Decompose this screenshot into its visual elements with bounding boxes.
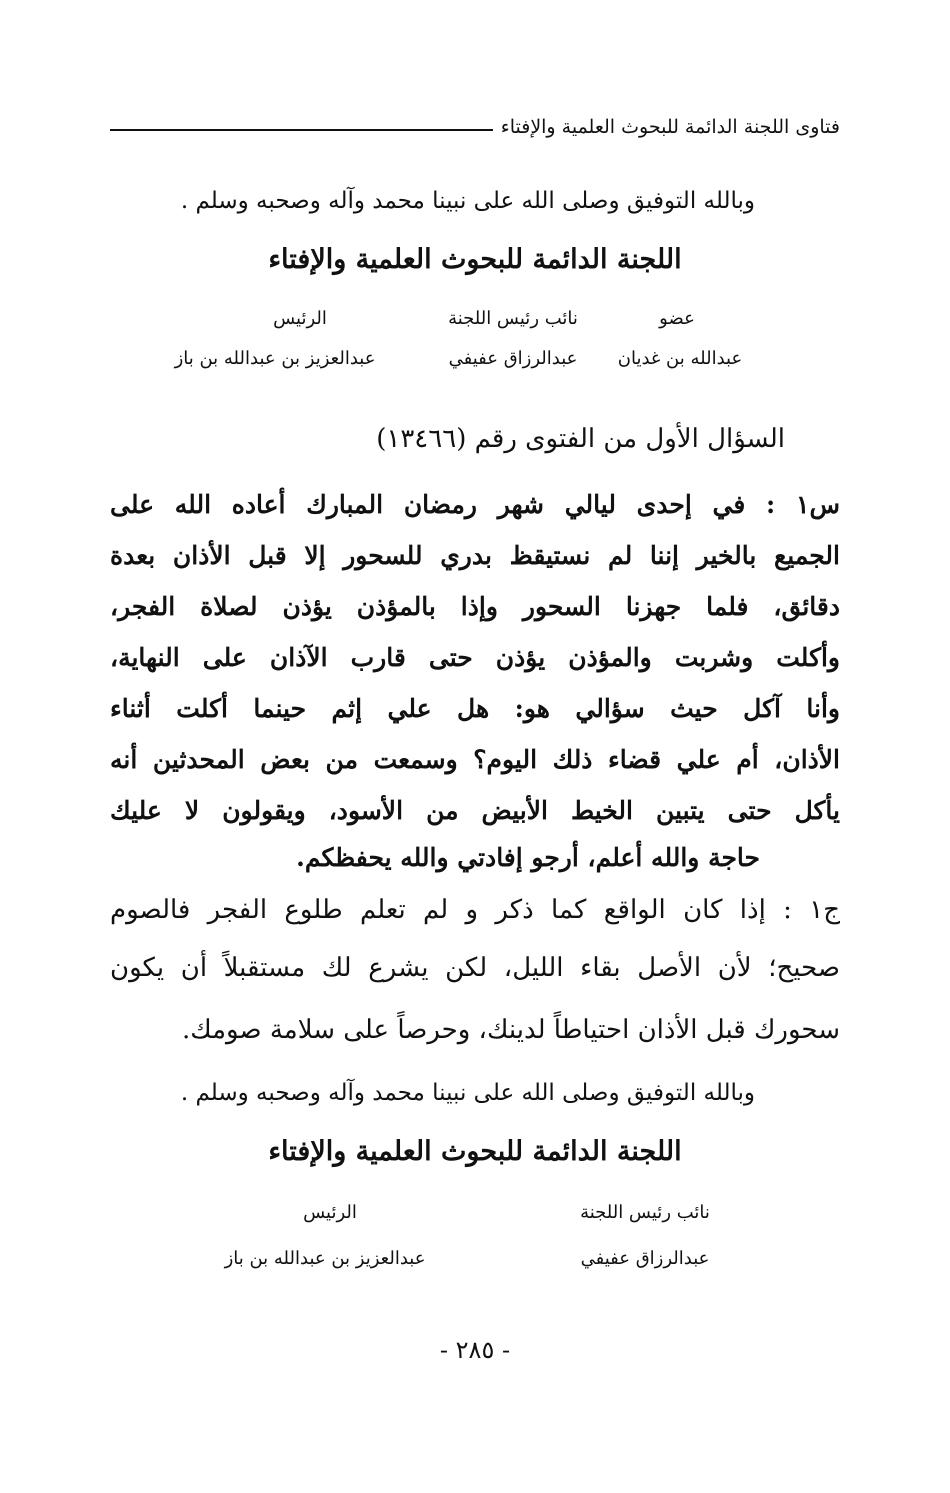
signatory-name-member: عبدالله بن غديان [617,348,743,369]
signatory-name-deputy: عبدالرزاق عفيفي [448,348,578,369]
page-number: - ٢٨٥ - [439,1336,511,1364]
question-line: الجميع بالخير إننا لم نستيقظ بدري للسحور إلا قبل الأذان بعدة [110,541,840,570]
answer-line: ج١ : إذا كان الواقع كما ذكر و لم تعلم طلوع الفجر فالصوم [110,895,840,925]
signatory-name-deputy: عبدالرزاق عفيفي [580,1248,710,1269]
running-header-title: فتاوى اللجنة الدائمة للبحوث العلمية والإفتاء [500,116,840,138]
signatory-role-chairman: الرئيس [273,308,327,329]
header-rule [110,129,493,131]
signatory-role-deputy: نائب رئيس اللجنة [448,308,578,329]
question-line: الأذان، أم علي قضاء ذلك اليوم؟ وسمعت من بعض المحدثين أنه [110,745,840,774]
question-line: وأنا آكل حيث سؤالي هو: هل علي إثم حينما أكلت أثناء [110,694,840,723]
answer-line: صحيح؛ لأن الأصل بقاء الليل، لكن يشرع لك مستقبلاً أن يكون [110,953,840,983]
fatwa-question-title: السؤال الأول من الفتوى رقم (١٣٤٦٦) [376,424,785,454]
closing-formula: وبالله التوفيق وصلى الله على نبينا محمد وآله وصحبه وسلم . [180,188,755,214]
committee-name: اللجنة الدائمة للبحوث العلمية والإفتاء [268,244,682,275]
signatory-role-chairman: الرئيس [303,1202,357,1223]
signatory-name-chairman: عبدالعزيز بن عبدالله بن باز [224,1248,426,1269]
closing-formula: وبالله التوفيق وصلى الله على نبينا محمد وآله وصحبه وسلم . [180,1080,755,1106]
question-line: س١ : في إحدى ليالي شهر رمضان المبارك أعاده الله على [110,490,840,519]
question-line: وأكلت وشربت والمؤذن يؤذن حتى قارب الآذان على النهاية، [110,643,840,672]
question-line: حاجة والله أعلم، أرجو إفادتي والله يحفظكم. [296,843,760,872]
running-header [110,112,840,142]
signatory-name-chairman: عبدالعزيز بن عبدالله بن باز [174,348,376,369]
question-line: يأكل حتى يتبين الخيط الأبيض من الأسود، ويقولون لا عليك [110,796,840,825]
signatory-role-member: عضو [659,308,695,329]
question-line: دقائق، فلما جهزنا السحور وإذا بالمؤذن يؤذن لصلاة الفجر، [110,592,840,621]
committee-name: اللجنة الدائمة للبحوث العلمية والإفتاء [268,1136,682,1167]
answer-line: سحورك قبل الأذان احتياطاً لدينك، وحرصاً على سلامة صومك. [181,1015,840,1045]
signatory-role-deputy: نائب رئيس اللجنة [580,1202,710,1223]
